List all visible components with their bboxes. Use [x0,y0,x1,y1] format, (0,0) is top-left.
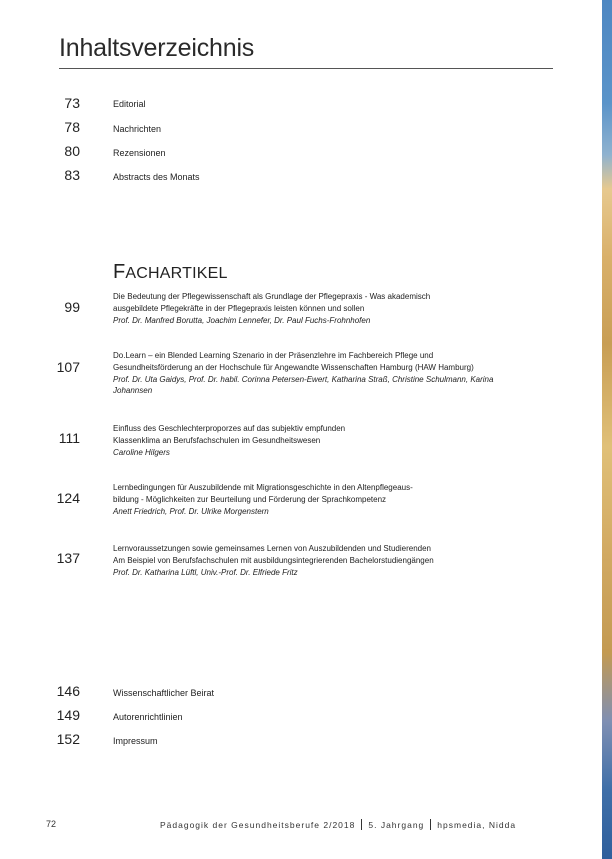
article-title-line: Die Bedeutung der Pflegewissenschaft als Grundlage der Pflegepraxis - Was akademisch [113,292,431,301]
article-title-line: Klassenklima an Berufsfachschulen im Gesundheitswesen [113,435,321,445]
section-heading: FACHARTIKEL [113,261,228,283]
toc-page-number: 78 [64,119,80,135]
article-page-number: 124 [56,490,80,506]
toc-label: Wissenschaftlicher Beirat [113,688,215,698]
article-authors: Prof. Dr. Katharina Lüftl, Univ.-Prof. Dr. Elfriede Fritz [113,567,298,577]
footer-separator [430,819,431,830]
page-edge-decoration [602,0,612,859]
article-title-line: Lernbedingungen für Auszubildende mit Migrationsgeschichte in den Altenpflegeaus- [113,483,413,492]
footer-volume: 5. Jahrgang [368,820,425,830]
title-rule [59,68,553,69]
footer-publisher: hpsmedia, Nidda [437,820,517,830]
article-page-number: 99 [64,299,80,315]
page-title: Inhaltsverzeichnis [59,34,255,62]
article-authors: Prof. Dr. Manfred Borutta, Joachim Lennefer, Dr. Paul Fuchs-Frohnhofen [113,315,371,325]
toc-page-number: 83 [64,167,80,183]
toc-label: Autorenrichtlinien [113,712,183,722]
article-authors: Caroline Hilgers [113,447,170,457]
toc-page-number: 152 [56,731,80,747]
toc-label: Nachrichten [113,124,162,134]
article-title-line: bildung - Möglichkeiten zur Beurteilung und Förderung der Sprachkompetenz [113,494,387,504]
toc-page-number: 149 [56,707,80,723]
footer-line [160,819,516,830]
article-title-line: Lernvoraussetzungen sowie gemeinsames Lernen von Auszubildenden und Studierenden [113,544,431,553]
footer-page-number: 72 [46,819,57,829]
article-page-number: 107 [56,359,80,375]
article-authors: Anett Friedrich, Prof. Dr. Ulrike Morgenstern [113,506,269,516]
article-title-line: Einfluss des Geschlechterproporzes auf das subjektiv empfunden [113,424,346,433]
article-title-line: ausgebildete Pflegekräfte in der Pflegepraxis leisten können und sollen [113,303,365,313]
toc-page-number: 80 [64,143,80,159]
footer-journal: Pädagogik der Gesundheitsberufe 2/2018 [160,820,356,830]
article-page-number: 137 [56,550,80,566]
toc-page-number: 73 [64,95,80,111]
article-title-line: Gesundheitsförderung an der Hochschule für Angewandte Wissenschaften Hamburg (HAW Hamburg) [113,362,474,372]
article-authors: Prof. Dr. Uta Gaidys, Prof. Dr. habil. Corinna Petersen-Ewert, Katharina Straß, Christine Schulmann, Karina [113,374,494,384]
article-title-line: Am Beispiel von Berufsfachschulen mit ausbildungsintegrierenden Bachelorstudiengängen [113,555,434,565]
article-authors: Johannsen [113,386,153,396]
toc-label: Rezensionen [113,148,166,158]
article-page-number: 111 [58,430,80,446]
toc-label: Abstracts des Monats [113,172,200,182]
toc-label: Impressum [113,736,158,746]
toc-label: Editorial [113,99,146,109]
footer-separator [361,819,362,830]
article-title-line: Do.Learn – ein Blended Learning Szenario in der Präsenzlehre im Fachbereich Pflege und [113,351,434,360]
toc-page-number: 146 [56,683,80,699]
